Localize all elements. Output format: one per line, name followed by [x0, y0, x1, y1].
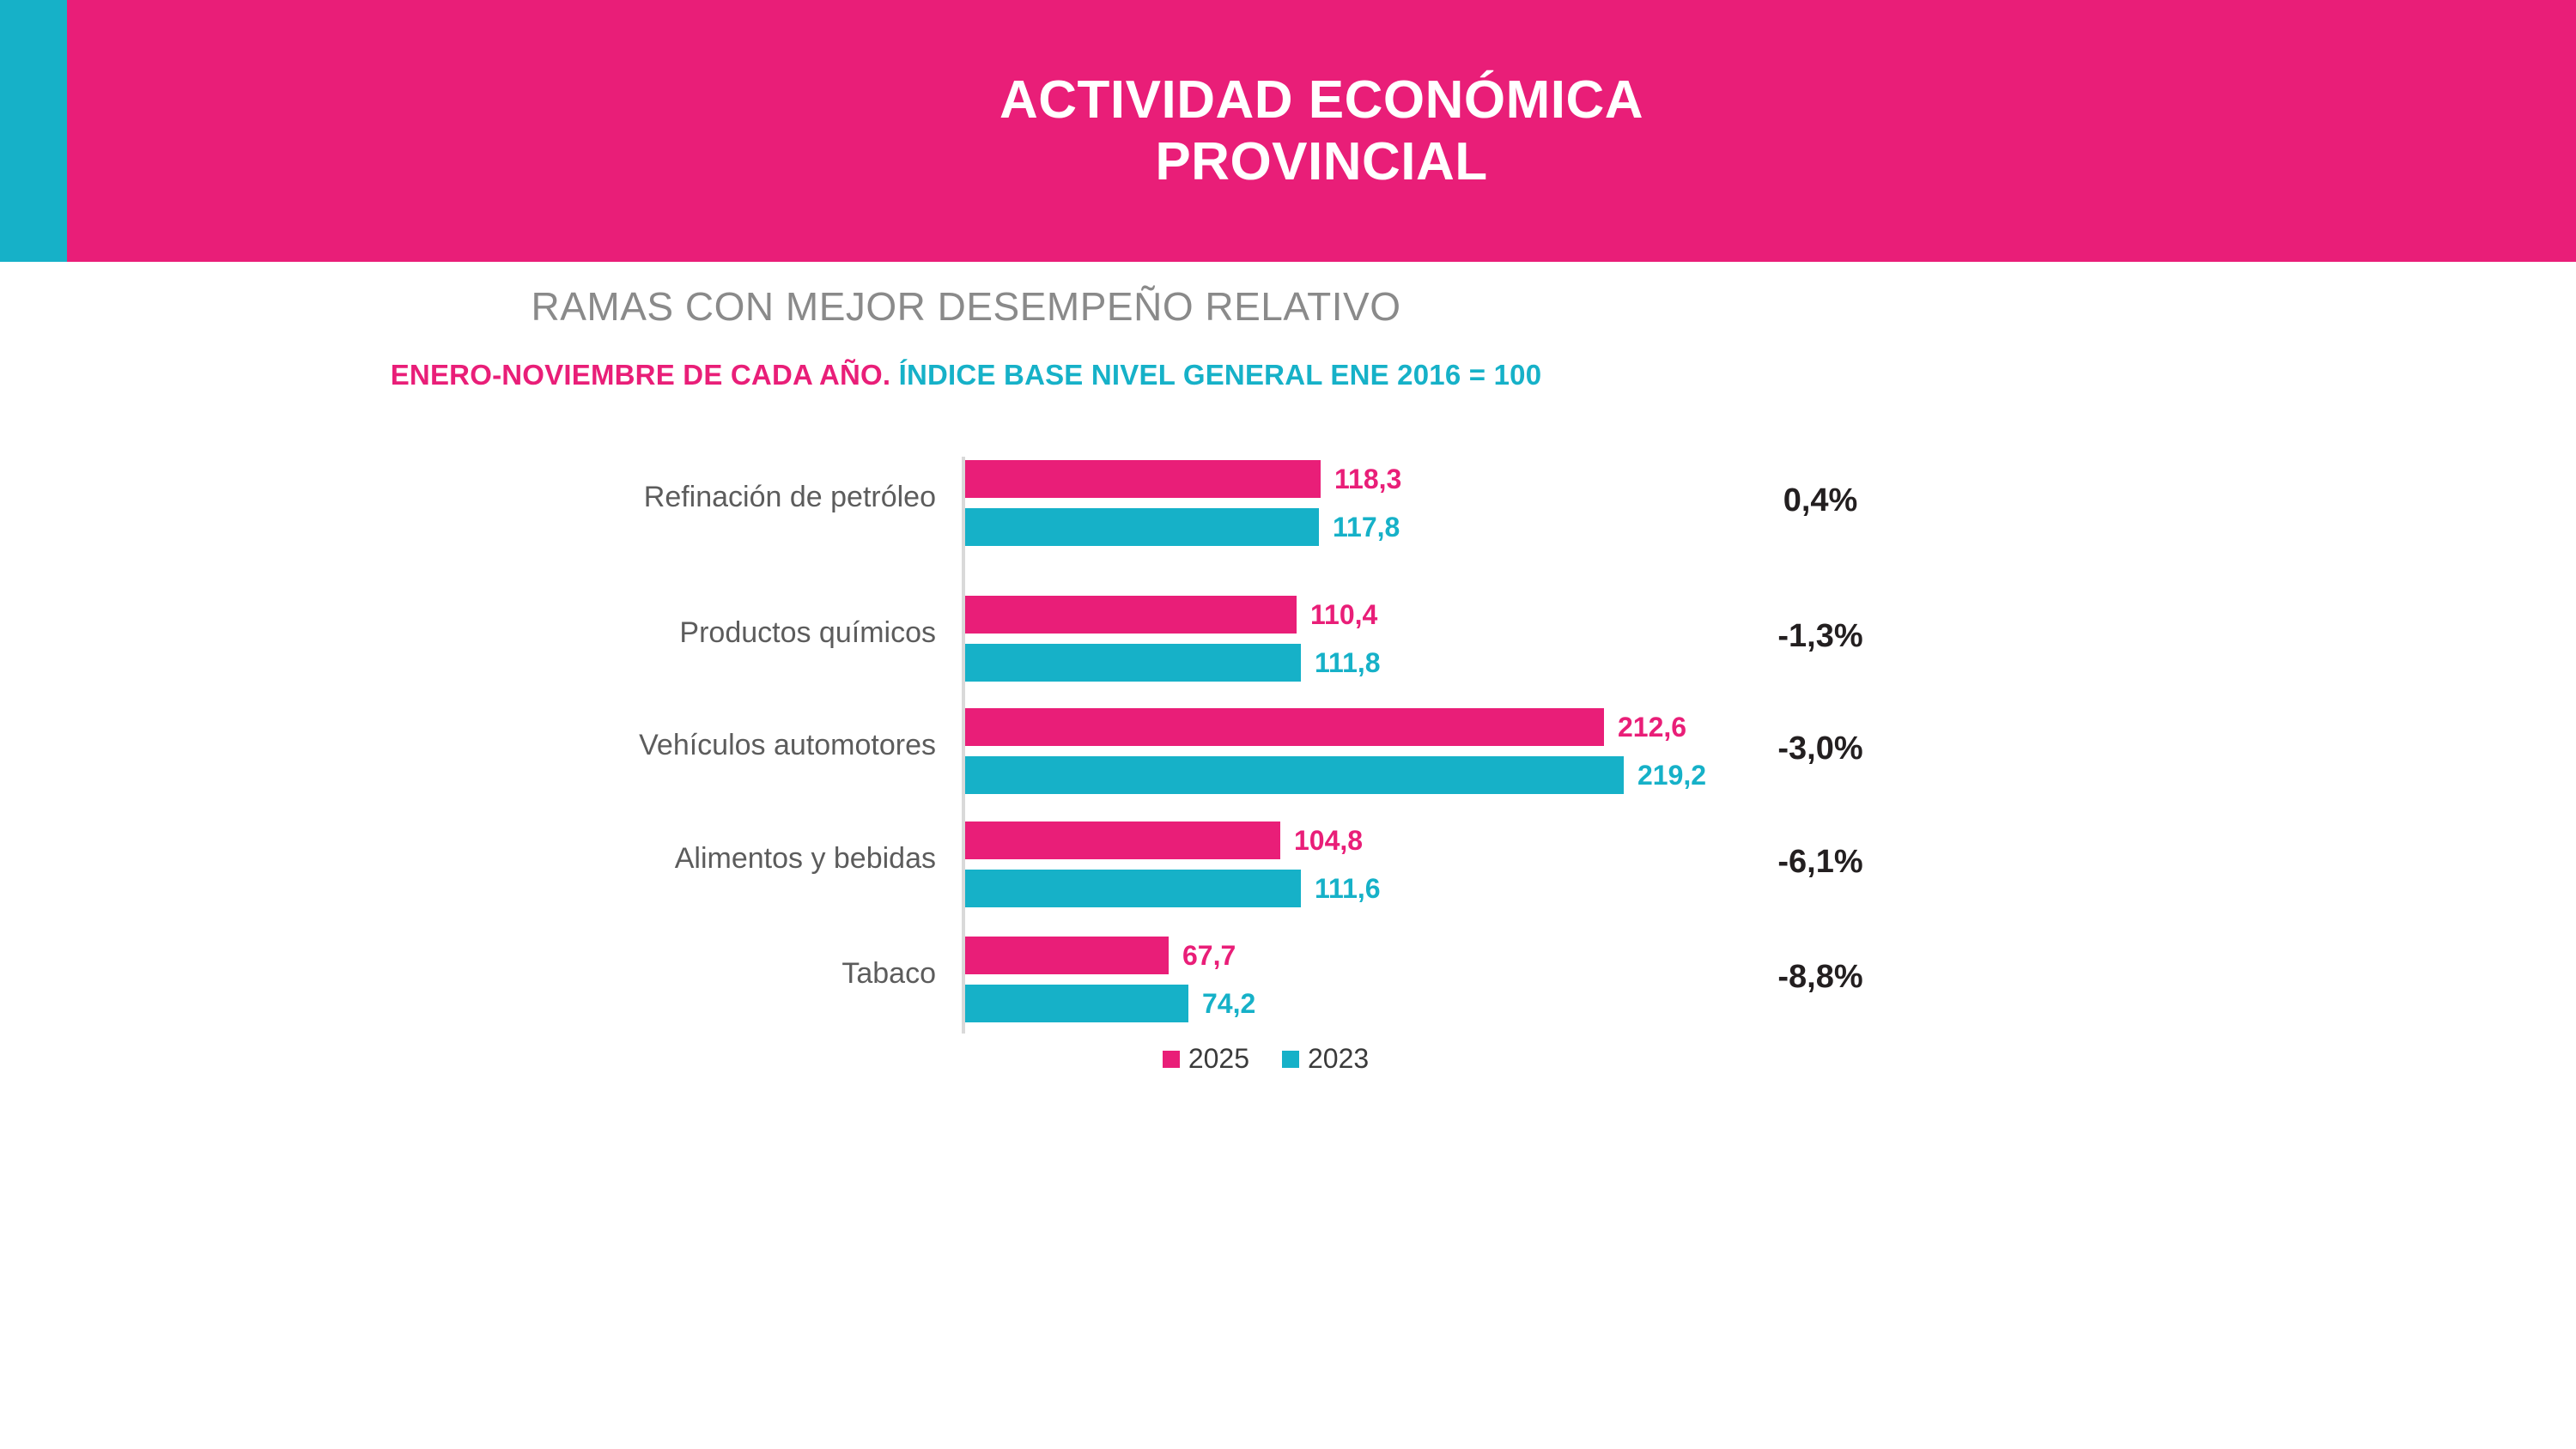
bar-value-2023: 74,2 — [1202, 987, 1256, 1019]
bar-value-2025: 104,8 — [1294, 824, 1364, 856]
bar-2023[interactable] — [965, 756, 1624, 794]
legend-item-2023[interactable] — [1282, 1043, 1369, 1075]
chart-legend — [965, 1043, 1566, 1075]
bar-row — [965, 460, 1401, 498]
variation-value: -8,8% — [1777, 959, 1863, 995]
bar-value-2025: 118,3 — [1334, 463, 1402, 494]
chart-subtitle: RAMAS CON MEJOR DESEMPEÑO RELATIVO — [531, 284, 1401, 329]
bar-2023[interactable] — [965, 508, 1319, 546]
bar-value-2023: 111,8 — [1315, 646, 1381, 678]
legend-label: 2023 — [1308, 1043, 1370, 1074]
bar-2025[interactable] — [965, 596, 1297, 634]
chart-subtitle-period: ENERO-NOVIEMBRE DE CADA AÑO. — [390, 359, 891, 391]
bar-2025[interactable] — [965, 822, 1280, 859]
legend-item-2025[interactable] — [1163, 1043, 1249, 1075]
bar-2025[interactable] — [965, 937, 1169, 974]
bar-row — [965, 822, 1363, 859]
bar-chart — [0, 446, 1975, 1030]
category-label: Productos químicos — [679, 616, 936, 649]
category-label: Refinación de petróleo — [643, 481, 936, 513]
bar-row — [965, 596, 1377, 634]
legend-label: 2025 — [1188, 1043, 1249, 1074]
bar-value-2025: 212,6 — [1618, 711, 1687, 743]
page-title-line-2: PROVINCIAL — [1155, 131, 1488, 191]
bar-2025[interactable] — [965, 460, 1321, 498]
header-accent-bar — [0, 0, 67, 262]
bar-2023[interactable] — [965, 644, 1301, 682]
bar-row — [965, 644, 1381, 682]
variation-value: -3,0% — [1777, 731, 1863, 767]
bar-row — [965, 756, 1706, 794]
bar-value-2023: 111,6 — [1315, 872, 1381, 904]
page-title — [67, 0, 2576, 262]
chart-group — [0, 446, 1975, 561]
legend-swatch-icon — [1163, 1051, 1180, 1068]
bar-2025[interactable] — [965, 708, 1604, 746]
bar-row — [965, 870, 1381, 907]
chart-group — [0, 694, 1975, 809]
bar-row — [965, 985, 1255, 1022]
bar-value-2025: 67,7 — [1182, 939, 1236, 971]
bar-value-2025: 110,4 — [1310, 598, 1378, 630]
chart-group — [0, 923, 1975, 1038]
variation-value: 0,4% — [1783, 482, 1858, 518]
bar-value-2023: 117,8 — [1333, 511, 1400, 543]
variation-value: -1,3% — [1777, 618, 1863, 654]
bar-row — [965, 937, 1236, 974]
chart-group — [0, 808, 1975, 923]
bar-value-2023: 219,2 — [1637, 759, 1707, 791]
chart-subtitle-secondary — [0, 359, 1932, 391]
chart-subtitle-index-base: ÍNDICE BASE NIVEL GENERAL ENE 2016 = 100 — [898, 359, 1542, 391]
page-title-line-1: ACTIVIDAD ECONÓMICA — [999, 70, 1644, 130]
bar-2023[interactable] — [965, 870, 1301, 907]
category-label: Tabaco — [841, 957, 936, 990]
chart-group — [0, 582, 1975, 697]
legend-swatch-icon — [1282, 1051, 1299, 1068]
category-label: Alimentos y bebidas — [674, 842, 936, 875]
bar-row — [965, 508, 1400, 546]
category-label: Vehículos automotores — [639, 729, 936, 761]
header-band — [0, 0, 2576, 262]
bar-row — [965, 708, 1686, 746]
bar-2023[interactable] — [965, 985, 1188, 1022]
variation-value: -6,1% — [1777, 844, 1863, 880]
